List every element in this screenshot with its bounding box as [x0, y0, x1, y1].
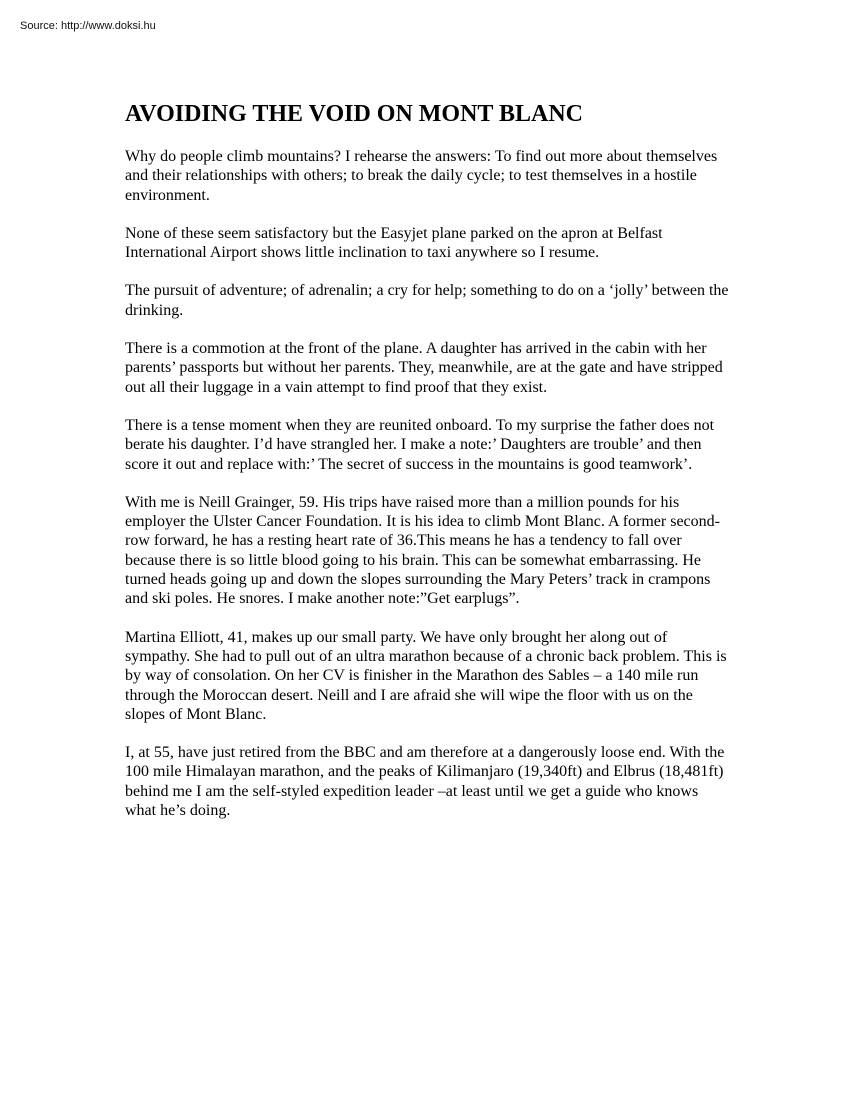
- paragraph-5: There is a tense moment when they are reunited onboard. To my surprise the father does not berate his daughter. I’d have strangled her. I make a note:’ Daughters are trouble’ and then score it out and replace with:’ The secret of success in the mountains is good teamwork’.: [125, 416, 715, 473]
- article: [125, 98, 730, 839]
- paragraph-4: There is a commotion at the front of the plane. A daughter has arrived in the cabin with her parents’ passports but without her parents. They, meanwhile, are at the gate and have stripped out all their luggage in a vain attempt to find proof that they exist.: [125, 340, 723, 396]
- article-title: AVOIDING THE VOID ON MONT BLANC: [125, 101, 584, 127]
- source-label: Source: http://www.doksi.hu: [20, 20, 156, 32]
- paragraph-8: I, at 55, have just retired from the BBC and am therefore at a dangerously loose end. With the 100 mile Himalayan marathon, and the peaks of Kilimanjaro (19,340ft) and Elbrus (18,481ft) behind me I am the self-styled expedition leader –at least until we get a guide who knows what he’s doing.: [125, 744, 725, 820]
- paragraph-2: None of these seem satisfactory but the Easyjet plane parked on the apron at Belfast International Airport shows little inclination to taxi anywhere so I resume.: [125, 224, 663, 262]
- paragraph-6: With me is Neill Grainger, 59. His trips have raised more than a million pounds for his employer the Ulster Cancer Foundation. It is his idea to climb Mont Blanc. A former second-row forward, he has a resting heart rate of 36.This means he has a tendency to fall over because there is so little blood going to his brain. This can be somewhat embarrassing. He turned heads going up and down the slopes surrounding the Mary Peters’ track in crampons and ski poles. He snores. I make another note:”Get earplugs”.: [125, 493, 720, 608]
- paragraph-1: Why do people climb mountains? I rehearse the answers: To find out more about themselves and their relationships with others; to break the daily cycle; to test themselves in a hostile environment.: [125, 148, 718, 204]
- paragraph-3: The pursuit of adventure; of adrenalin; a cry for help; something to do on a ‘jolly’ between the drinking.: [125, 282, 729, 319]
- paragraph-7: Martina Elliott, 41, makes up our small party. We have only brought her along out of sympathy. She had to pull out of an ultra marathon because of a chronic back problem. This is by way of consolation. On her CV is finisher in the Marathon des Sables – a 140 mile run through the Moroccan desert. Neill and I are afraid she will wipe the floor with us on the slopes of Mont Blanc.: [125, 628, 727, 723]
